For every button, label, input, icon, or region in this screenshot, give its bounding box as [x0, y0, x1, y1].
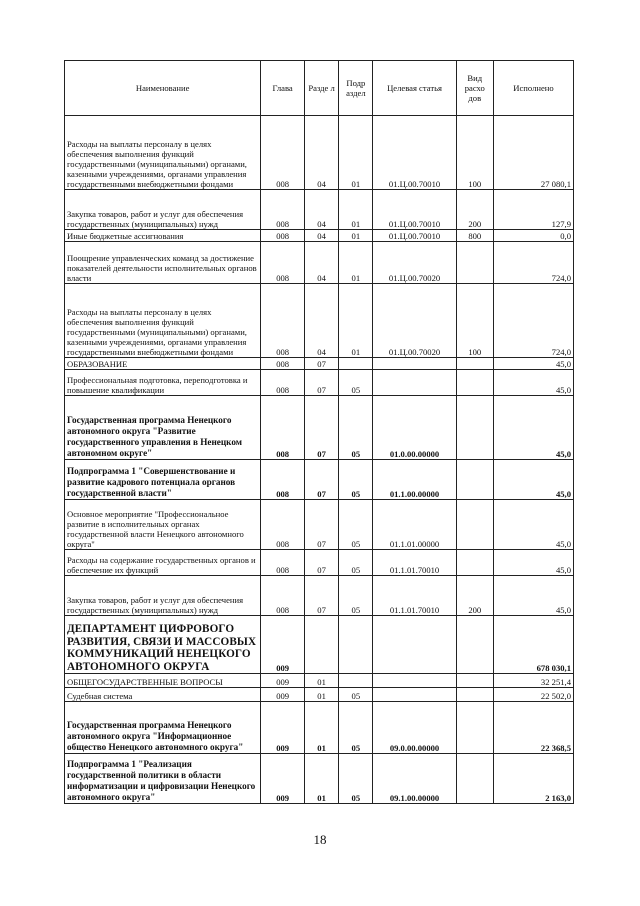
row-glava: 008	[261, 284, 305, 358]
row-name: Подпрограмма 1 "Совершенствование и развитие кадрового потенциала органов государственной власти"	[65, 460, 261, 500]
row-vid	[456, 754, 493, 804]
row-celevaya	[373, 688, 456, 702]
row-glava: 008	[261, 190, 305, 230]
row-glava: 009	[261, 702, 305, 754]
table-row	[65, 358, 574, 370]
row-glava: 008	[261, 242, 305, 284]
row-ispolneno: 45,0	[493, 396, 573, 460]
row-glava: 008	[261, 358, 305, 370]
row-ispolneno: 22 502,0	[493, 688, 573, 702]
row-ispolneno: 678 030,1	[493, 616, 573, 674]
table-row	[65, 242, 574, 284]
row-vid	[456, 242, 493, 284]
row-razdel: 01	[304, 754, 338, 804]
table-row	[65, 116, 574, 190]
row-vid	[456, 550, 493, 576]
table-row	[65, 230, 574, 242]
row-vid	[456, 396, 493, 460]
row-name: Расходы на выплаты персоналу в целях обеспечения выполнения функций государственными (муниципальными) органами, казенными учреждениями, органами управления государственными внебюджетными фондами	[65, 284, 261, 358]
row-vid: 100	[456, 284, 493, 358]
row-celevaya: 01.Ц.00.70010	[373, 116, 456, 190]
row-glava: 008	[261, 370, 305, 396]
row-celevaya	[373, 616, 456, 674]
row-celevaya	[373, 358, 456, 370]
header-glava: Глава	[261, 61, 305, 116]
table-row	[65, 284, 574, 358]
row-ispolneno: 724,0	[493, 284, 573, 358]
row-celevaya: 01.1.01.00000	[373, 500, 456, 550]
row-razdel: 01	[304, 674, 338, 688]
row-vid	[456, 674, 493, 688]
row-razdel: 07	[304, 460, 338, 500]
row-podrazdel: 05	[339, 550, 373, 576]
table-header-row	[65, 61, 574, 116]
table-row	[65, 370, 574, 396]
row-celevaya: 09.1.00.00000	[373, 754, 456, 804]
row-podrazdel: 05	[339, 576, 373, 616]
row-podrazdel: 05	[339, 702, 373, 754]
row-razdel: 04	[304, 190, 338, 230]
row-glava: 008	[261, 396, 305, 460]
row-vid	[456, 616, 493, 674]
row-vid	[456, 688, 493, 702]
row-ispolneno: 45,0	[493, 576, 573, 616]
table-row	[65, 702, 574, 754]
row-ispolneno: 2 163,0	[493, 754, 573, 804]
row-glava: 009	[261, 616, 305, 674]
row-celevaya: 09.0.00.00000	[373, 702, 456, 754]
row-ispolneno: 127,9	[493, 190, 573, 230]
row-glava: 008	[261, 116, 305, 190]
table-row	[65, 576, 574, 616]
table-body	[65, 116, 574, 804]
row-name: Расходы на содержание государственных органов и обеспечение их функций	[65, 550, 261, 576]
row-vid: 200	[456, 576, 493, 616]
row-ispolneno: 724,0	[493, 242, 573, 284]
row-name: ОБРАЗОВАНИЕ	[65, 358, 261, 370]
row-celevaya: 01.Ц.00.70010	[373, 230, 456, 242]
row-ispolneno: 27 080,1	[493, 116, 573, 190]
row-name: Государственная программа Ненецкого автономного округа "Развитие государственного управления в Ненецком автономном округе"	[65, 396, 261, 460]
header-name: Наименование	[65, 61, 261, 116]
row-razdel: 04	[304, 116, 338, 190]
row-celevaya	[373, 370, 456, 396]
table-row	[65, 754, 574, 804]
row-razdel: 07	[304, 396, 338, 460]
row-ispolneno: 0,0	[493, 230, 573, 242]
row-name: Подпрограмма 1 "Реализация государственной политики в области информатизации и цифровизации Ненецкого автономного округа"	[65, 754, 261, 804]
row-glava: 008	[261, 500, 305, 550]
row-podrazdel: 05	[339, 460, 373, 500]
row-ispolneno: 45,0	[493, 550, 573, 576]
table-row	[65, 190, 574, 230]
row-podrazdel: 05	[339, 688, 373, 702]
row-razdel: 07	[304, 576, 338, 616]
row-name: ДЕПАРТАМЕНТ ЦИФРОВОГО РАЗВИТИЯ, СВЯЗИ И МАССОВЫХ КОММУНИКАЦИЙ НЕНЕЦКОГО АВТОНОМНОГО ОКРУГА	[65, 616, 261, 674]
budget-table	[64, 60, 574, 804]
row-name: Закупка товаров, работ и услуг для обеспечения государственных (муниципальных) нужд	[65, 576, 261, 616]
row-razdel: 07	[304, 358, 338, 370]
row-glava: 008	[261, 576, 305, 616]
table-row	[65, 550, 574, 576]
row-vid	[456, 358, 493, 370]
row-glava: 009	[261, 754, 305, 804]
row-name: Иные бюджетные ассигнования	[65, 230, 261, 242]
table-row	[65, 396, 574, 460]
header-razdel: Разде л	[304, 61, 338, 116]
row-ispolneno: 45,0	[493, 500, 573, 550]
row-podrazdel	[339, 674, 373, 688]
row-glava: 008	[261, 550, 305, 576]
row-podrazdel: 05	[339, 370, 373, 396]
row-podrazdel: 01	[339, 190, 373, 230]
row-glava: 008	[261, 230, 305, 242]
row-podrazdel: 01	[339, 116, 373, 190]
row-razdel: 07	[304, 550, 338, 576]
row-ispolneno: 45,0	[493, 370, 573, 396]
row-podrazdel	[339, 616, 373, 674]
row-podrazdel: 01	[339, 242, 373, 284]
row-celevaya: 01.Ц.00.70010	[373, 190, 456, 230]
row-celevaya	[373, 674, 456, 688]
row-razdel: 04	[304, 242, 338, 284]
page-number: 18	[313, 832, 327, 847]
row-podrazdel: 05	[339, 500, 373, 550]
row-name: Судебная система	[65, 688, 261, 702]
row-podrazdel: 01	[339, 284, 373, 358]
row-celevaya: 01.1.01.70010	[373, 576, 456, 616]
row-name: Основное мероприятие "Профессиональное развитие в исполнительных органах государственной власти Ненецкого автономного округа"	[65, 500, 261, 550]
row-razdel: 07	[304, 370, 338, 396]
row-celevaya: 01.1.00.00000	[373, 460, 456, 500]
row-vid	[456, 370, 493, 396]
row-celevaya: 01.1.01.70010	[373, 550, 456, 576]
row-glava: 008	[261, 460, 305, 500]
row-razdel	[304, 616, 338, 674]
header-ispolneno: Исполнено	[493, 61, 573, 116]
row-celevaya: 01.0.00.00000	[373, 396, 456, 460]
row-name: Профессиональная подготовка, переподготовка и повышение квалификации	[65, 370, 261, 396]
row-ispolneno: 45,0	[493, 460, 573, 500]
row-glava: 009	[261, 674, 305, 688]
table-row	[65, 500, 574, 550]
row-name: Закупка товаров, работ и услуг для обеспечения государственных (муниципальных) нужд	[65, 190, 261, 230]
table-row	[65, 688, 574, 702]
row-vid: 200	[456, 190, 493, 230]
row-podrazdel: 01	[339, 230, 373, 242]
row-vid	[456, 500, 493, 550]
table-row	[65, 616, 574, 674]
row-podrazdel	[339, 358, 373, 370]
row-vid	[456, 460, 493, 500]
row-razdel: 01	[304, 702, 338, 754]
row-vid: 800	[456, 230, 493, 242]
header-vid: Вид расхо дов	[456, 61, 493, 116]
table-row	[65, 674, 574, 688]
row-celevaya: 01.Ц.00.70020	[373, 284, 456, 358]
table-row	[65, 460, 574, 500]
row-celevaya: 01.Ц.00.70020	[373, 242, 456, 284]
row-name: ОБЩЕГОСУДАРСТВЕННЫЕ ВОПРОСЫ	[65, 674, 261, 688]
row-razdel: 01	[304, 688, 338, 702]
row-razdel: 04	[304, 230, 338, 242]
row-vid: 100	[456, 116, 493, 190]
header-podrazdel: Подр аздел	[339, 61, 373, 116]
row-ispolneno: 32 251,4	[493, 674, 573, 688]
row-glava: 009	[261, 688, 305, 702]
row-podrazdel: 05	[339, 754, 373, 804]
row-ispolneno: 45,0	[493, 358, 573, 370]
header-celevaya: Целевая статья	[373, 61, 456, 116]
row-razdel: 04	[304, 284, 338, 358]
row-podrazdel: 05	[339, 396, 373, 460]
row-ispolneno: 22 368,5	[493, 702, 573, 754]
row-vid	[456, 702, 493, 754]
row-razdel: 07	[304, 500, 338, 550]
row-name: Поощрение управленческих команд за достижение показателей деятельности исполнительных органов власти	[65, 242, 261, 284]
row-name: Государственная программа Ненецкого автономного округа "Информационное общество Ненецкого автономного округа"	[65, 702, 261, 754]
row-name: Расходы на выплаты персоналу в целях обеспечения выполнения функций государственными (муниципальными) органами, казенными учреждениями, органами управления государственными внебюджетными фондами	[65, 116, 261, 190]
